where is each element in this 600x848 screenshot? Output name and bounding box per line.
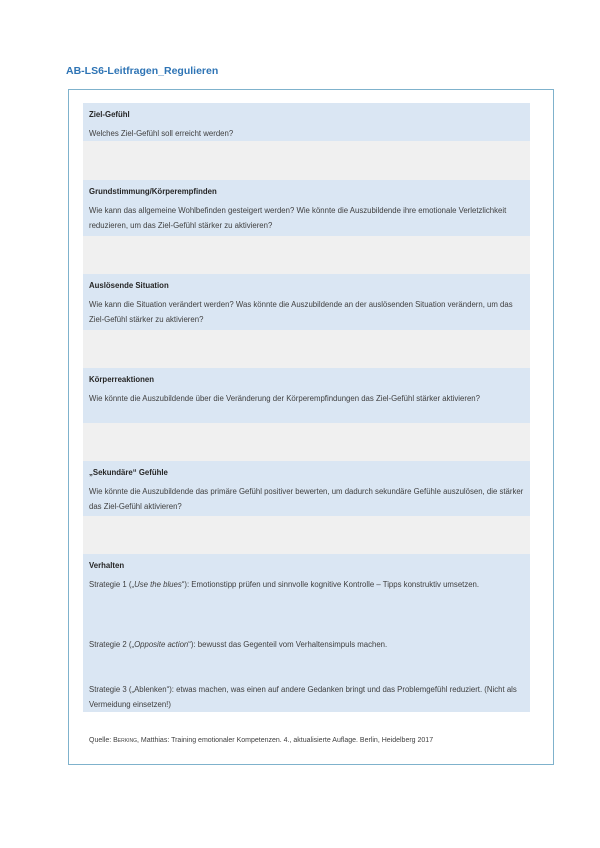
source-citation: Quelle: Berking, Matthias: Training emotionaler Kompetenzen. 4., aktualisierte Auflage. Berlin, Heidelberg 2017 — [89, 737, 434, 744]
answer-field-ausloesende-situation[interactable] — [83, 330, 530, 368]
answer-field-grundstimmung[interactable] — [83, 236, 530, 274]
section-ziel-gefuehl — [83, 103, 530, 141]
section-heading: Körperreaktionen — [89, 375, 154, 384]
answer-field-sekundaere-gefuehle[interactable] — [83, 516, 530, 554]
strategy-2: Strategie 2 („Opposite action“): bewusst das Gegenteil vom Verhaltensimpuls machen. — [83, 637, 530, 652]
section-question: Wie könnte die Auszubildende über die Veränderung der Körperempfindungen das Ziel-Gefühl stärker aktivieren? — [89, 394, 480, 403]
section-question: Wie kann die Situation verändert werden? Was könnte die Auszubildende an der auslösenden Situation verändern, um das Ziel-Gefühl stärker zu aktivieren? — [89, 300, 513, 324]
strategy-3: Strategie 3 („Ablenken“): etwas machen, was einen auf andere Gedanken bringt und das Problemgefühl reduziert. (Nicht als Vermeidung einsetzen!) — [83, 682, 530, 712]
answer-field-ziel-gefuehl[interactable] — [83, 141, 530, 180]
section-question: Wie könnte die Auszubildende das primäre Gefühl positiver bewerten, um dadurch sekundäre Gefühle auszulösen, die stärker das Ziel-Gefühl aktivieren? — [89, 487, 524, 511]
section-sekundaere-gefuehle — [83, 461, 530, 516]
section-heading: Ziel-Gefühl — [89, 110, 130, 119]
section-heading: „Sekundäre“ Gefühle — [89, 468, 168, 477]
section-koerperreaktionen — [83, 368, 530, 423]
section-ausloesende-situation — [83, 274, 530, 330]
section-question: Wie kann das allgemeine Wohlbefinden gesteigert werden? Wie könnte die Auszubildende ihre emotionale Verletzlichkeit reduzieren, um das Ziel-Gefühl stärker zu aktivieren? — [89, 206, 507, 230]
section-heading: Auslösende Situation — [89, 281, 169, 290]
section-question: Welches Ziel-Gefühl soll erreicht werden? — [89, 129, 234, 138]
section-grundstimmung — [83, 180, 530, 236]
section-heading: Verhalten — [89, 561, 125, 570]
strategy-1: Strategie 1 („Use the blues“): Emotionstipp prüfen und sinnvolle kognitive Kontrolle – Tipps konstruktiv umsetzen. — [83, 577, 530, 592]
document-title: AB-LS6-Leitfragen_Regulieren — [66, 65, 219, 77]
answer-field-koerperreaktionen[interactable] — [83, 423, 530, 461]
section-heading: Grundstimmung/Körperempfinden — [89, 187, 217, 196]
